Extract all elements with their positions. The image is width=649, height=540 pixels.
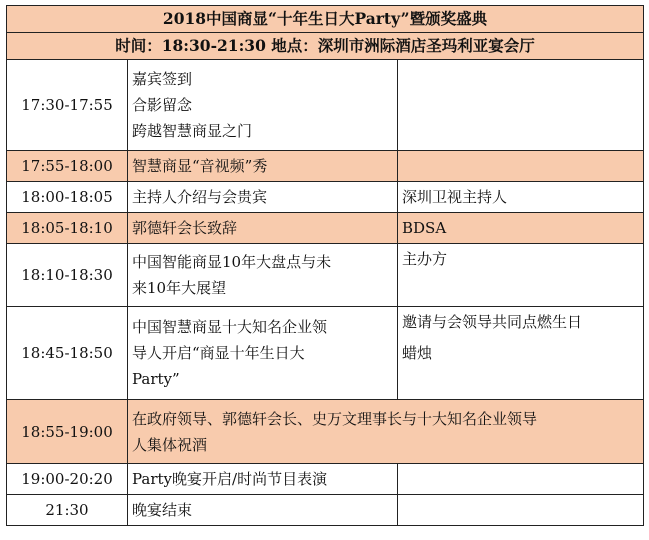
activity-line: 在政府领导、郭德轩会长、史万文理事长与十大知名企业领导 xyxy=(132,409,538,428)
activity-cell xyxy=(128,60,398,151)
schedule-row xyxy=(7,182,644,213)
activity-line: Party” xyxy=(132,370,180,388)
activity-cell xyxy=(128,400,644,464)
schedule-row xyxy=(7,495,644,526)
time-cell: 18:00-18:05 xyxy=(7,182,128,213)
activity-cell: 郭德轩会长致辞 xyxy=(128,213,398,244)
schedule-row xyxy=(7,151,644,182)
time-cell: 18:05-18:10 xyxy=(7,213,128,244)
activity-cell: Party晚宴开启/时尚节目表演 xyxy=(128,464,398,495)
time-cell: 17:30-17:55 xyxy=(7,60,128,151)
note-cell: 深圳卫视主持人 xyxy=(398,182,644,213)
activity-line: 导人开启“商显十年生日大 xyxy=(132,344,305,362)
header-title-row xyxy=(7,6,644,33)
event-time-location: 时间：18:30-21:30 地点：深圳市洲际酒店圣玛利亚宴会厅 xyxy=(7,33,644,60)
activity-cell: 主持人介绍与会贵宾 xyxy=(128,182,398,213)
note-cell: BDSA xyxy=(398,213,644,244)
time-cell: 17:55-18:00 xyxy=(7,151,128,182)
schedule-row xyxy=(7,307,644,400)
schedule-row xyxy=(7,60,644,151)
activity-line: 跨越智慧商显之门 xyxy=(132,122,253,140)
time-cell: 19:00-20:20 xyxy=(7,464,128,495)
activity-cell: 晚宴结束 xyxy=(128,495,398,526)
header-subtitle-row xyxy=(7,33,644,60)
activity-line: 来10年大展望 xyxy=(132,279,227,297)
note-cell: 主办方 xyxy=(398,244,644,307)
note-cell xyxy=(398,464,644,495)
note-cell xyxy=(398,60,644,151)
activity-line: 中国智慧商显十大知名企业领 xyxy=(132,318,328,336)
activity-cell xyxy=(128,307,398,400)
note-cell xyxy=(398,307,644,400)
note-cell xyxy=(398,151,644,182)
note-cell xyxy=(398,495,644,526)
activity-line: 嘉宾签到 xyxy=(132,70,193,88)
schedule-row xyxy=(7,464,644,495)
schedule-row xyxy=(7,400,644,464)
activity-line: 合影留念 xyxy=(132,96,193,114)
note-line: 蜡烛 xyxy=(402,344,433,362)
schedule-table xyxy=(6,5,644,526)
time-cell: 18:55-19:00 xyxy=(7,400,128,464)
schedule-row xyxy=(7,244,644,307)
time-cell: 18:10-18:30 xyxy=(7,244,128,307)
activity-line: 中国智能商显10年大盘点与未 xyxy=(132,253,332,271)
schedule-row xyxy=(7,213,644,244)
activity-cell: 智慧商显“音视频”秀 xyxy=(128,151,398,182)
time-cell: 21:30 xyxy=(7,495,128,526)
time-cell: 18:45-18:50 xyxy=(7,307,128,400)
note-line: 邀请与会领导共同点燃生日 xyxy=(402,313,583,331)
event-title: 2018中国商显“十年生日大Party”暨颁奖盛典 xyxy=(7,6,644,33)
activity-cell xyxy=(128,244,398,307)
activity-line: 人集体祝酒 xyxy=(132,435,208,454)
